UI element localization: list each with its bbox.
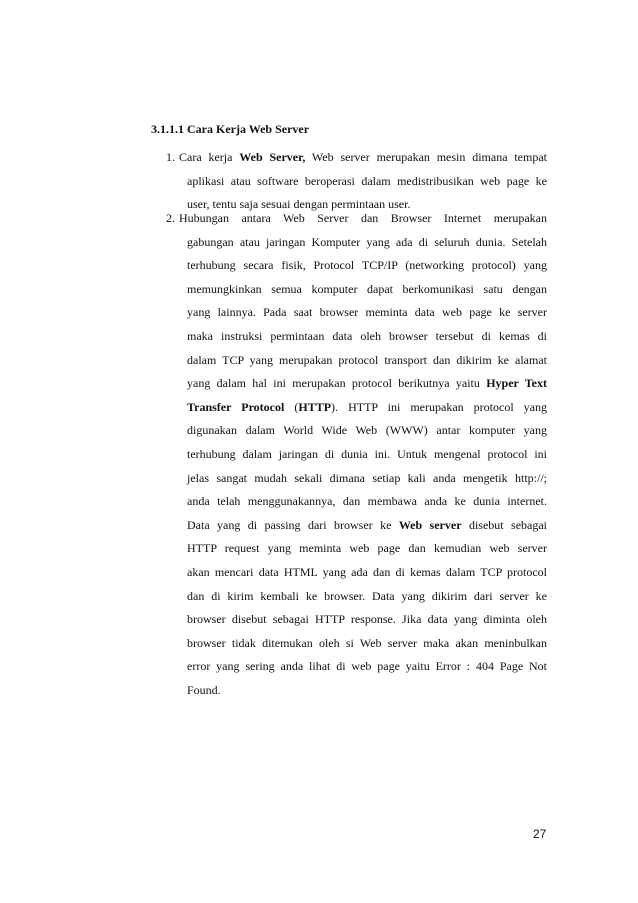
text-run: ). HTTP ini merupakan protocol yang (331, 399, 548, 414)
paragraph-line (187, 611, 547, 627)
paragraph-line (187, 682, 547, 698)
text-run: digunakan dalam World Wide Web (WWW) antar komputer yang (187, 423, 547, 438)
paragraph-line (187, 352, 547, 368)
text-run: jelas sangat mudah sekali dimana setiap kali anda mengetik http://; (187, 470, 547, 485)
paragraph-line (187, 375, 547, 391)
text-run: anda telah menggunakannya, dan membawa anda ke dunia internet. (187, 494, 547, 509)
text-run: ( (284, 399, 299, 414)
paragraph-line (187, 328, 547, 344)
text-run: terhubung dalam jaringan di dunia ini. Untuk mengenal protocol ini (187, 447, 547, 461)
text-run: user, tentu saja sesuai dengan permintaan user. (187, 197, 411, 212)
text-run: akan mencari data HTML yang ada dan di kemas dalam TCP protocol (187, 565, 547, 579)
paragraph-line (179, 210, 547, 226)
paragraph-line (187, 446, 547, 462)
paragraph-line (187, 517, 547, 533)
paragraph-line (187, 173, 547, 189)
text-run: Found. (187, 683, 221, 697)
text-run: aplikasi atau software beroperasi dalam medistribusikan web page ke (187, 173, 547, 188)
text-run: maka instruksi permintaan data oleh browser tersebut di kemas di (187, 329, 547, 343)
text-run: browser disebut sebagai HTTP response. Jika data yang diminta oleh (187, 612, 547, 627)
text-run: yang lainnya. Pada saat browser meminta data web page ke server (187, 305, 547, 320)
text-run: dan di kirim kembali ke browser. Data yang dikirim dari server ke (187, 588, 547, 603)
bold-term: Transfer Protocol (187, 399, 285, 414)
text-run: dalam TCP yang merupakan protocol transport dan dikirim ke alamat (187, 352, 547, 367)
paragraph-line (187, 422, 547, 438)
text-run: Hubungan antara Web Server dan Browser Internet merupakan (179, 211, 547, 225)
text-run: terhubung secara fisik, Protocol TCP/IP (networking protocol) yang (187, 258, 547, 273)
text-run: HTTP request yang meminta web page dan kemudian web server (187, 541, 547, 556)
paragraph-line (187, 588, 547, 604)
text-run: disebut sebagai (461, 517, 548, 532)
text-run: Cara kerja (179, 150, 240, 164)
paragraph-line (187, 564, 547, 580)
paragraph-line (187, 470, 547, 486)
text-run: gabungan atau jaringan Komputer yang ada di seluruh dunia. Setelah (187, 234, 547, 249)
bold-term: HTTP (298, 399, 332, 414)
paragraph-line (187, 399, 547, 415)
paragraph-line (187, 281, 547, 297)
list-item-number: 1. (166, 150, 175, 164)
list-item-number: 2. (166, 211, 175, 225)
paragraph-line (187, 658, 547, 674)
paragraph-line (187, 257, 547, 273)
text-run: yang dalam hal ini merupakan protocol berikutnya yaitu (187, 376, 487, 391)
bold-term: Web server (398, 517, 462, 532)
paragraph-line (187, 635, 547, 651)
paragraph-line (187, 304, 547, 320)
section-heading: 3.1.1.1 Cara Kerja Web Server (151, 122, 310, 136)
page-number: 27 (533, 827, 547, 841)
bold-term: Web Server, (239, 150, 306, 164)
text-run: browser tidak ditemukan oleh si Web server maka akan meninbulkan (187, 635, 547, 650)
paragraph-line (187, 493, 547, 509)
text-run: memungkinkan semua komputer dapat berkomunikasi satu dengan (187, 281, 547, 296)
text-run: Data yang di passing dari browser ke (187, 517, 399, 532)
text-run: Web server merupakan mesin dimana tempat (305, 150, 547, 164)
bold-term: Hyper Text (486, 376, 547, 391)
paragraph-line (187, 234, 547, 250)
paragraph-line (187, 540, 547, 556)
paragraph-line (179, 149, 547, 165)
text-run: error yang sering anda lihat di web page yaitu Error : 404 Page Not (187, 659, 547, 674)
